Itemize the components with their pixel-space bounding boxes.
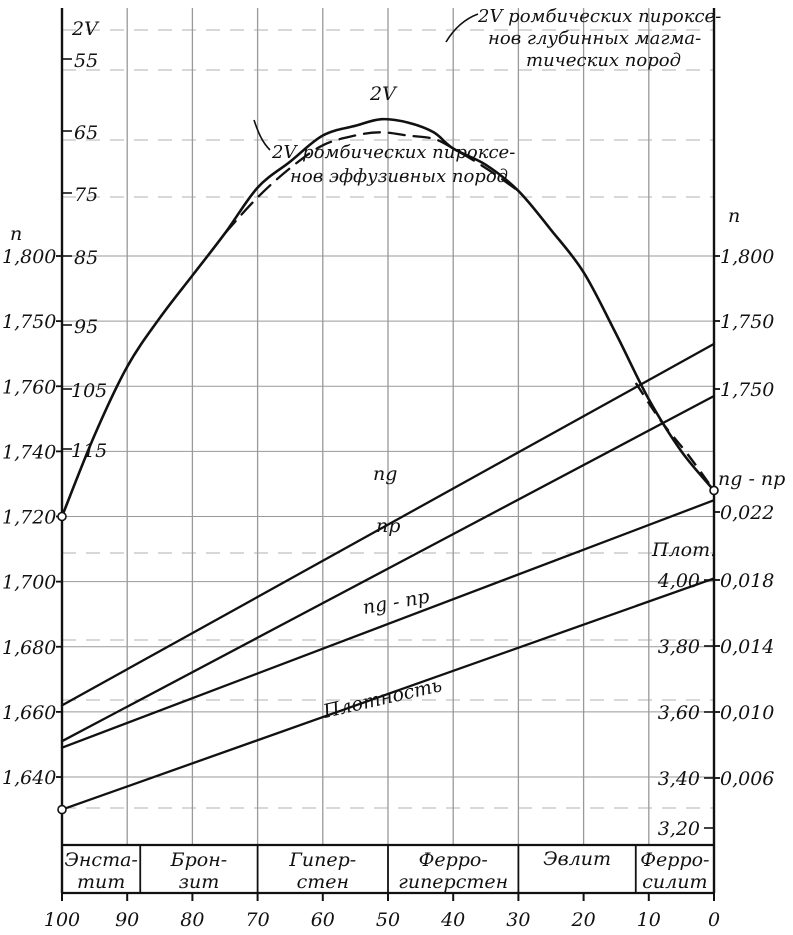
x-tick-label-10: 10 xyxy=(636,909,661,931)
left-2v-tick-label: 105 xyxy=(71,380,108,402)
series-endpoint-marker xyxy=(710,486,718,494)
zone-label-0: тит xyxy=(76,871,126,893)
x-tick-label-70: 70 xyxy=(245,909,270,931)
x-tick-label-50: 50 xyxy=(375,909,401,931)
right-density-tick-label: 3,60 xyxy=(657,702,700,724)
x-tick-label-0: 0 xyxy=(707,909,721,931)
right-n-tick-label: 1,750 xyxy=(720,311,775,333)
series-label-np: np xyxy=(376,515,401,537)
series-label-ng: ng xyxy=(373,463,398,485)
x-tick-label-100: 100 xyxy=(43,909,81,931)
left-n-tick-label: 1,740 xyxy=(2,441,57,464)
left-n-tick-label: 1,660 xyxy=(2,701,57,724)
left-n-tick-label: 1,750 xyxy=(2,311,57,334)
series-label-ng-np: ng - np xyxy=(361,585,432,619)
annotation-effusive-rocks-line2: нов эффузивных пород xyxy=(290,166,509,187)
right-n-tick-label: 1,800 xyxy=(720,246,775,268)
annotation-deep-rocks-line3: тических пород xyxy=(526,50,682,71)
x-tick-label-80: 80 xyxy=(180,909,205,931)
left-2v-tick-label: 85 xyxy=(74,247,99,269)
x-tick-label-40: 40 xyxy=(441,909,466,931)
right-density-tick-label: 3,40 xyxy=(657,768,700,790)
right-birefringence-tick-label: 0,010 xyxy=(720,702,775,724)
right-birefringence-axis-label: ng - np xyxy=(718,468,786,490)
left-n-tick-label: 1,800 xyxy=(2,246,57,268)
annotation-leader-deep xyxy=(446,14,478,42)
right-density-axis-label: Плот. xyxy=(652,539,717,561)
left-2v-tick-label: 65 xyxy=(74,122,99,144)
zone-label-1: зит xyxy=(178,871,220,893)
right-birefringence-tick-label: 0,006 xyxy=(720,768,775,790)
right-density-tick-label: 3,20 xyxy=(657,818,700,840)
left-n-tick-label: 1,680 xyxy=(2,636,57,659)
left-2v-tick-label: 95 xyxy=(74,316,99,338)
right-birefringence-tick-label: 0,022 xyxy=(720,502,775,524)
left-2v-tick-label: 55 xyxy=(74,50,99,72)
right-density-tick-label: 3,80 xyxy=(657,636,700,658)
left-n-tick-label: 1,700 xyxy=(2,571,57,594)
x-tick-label-60: 60 xyxy=(310,909,335,931)
x-tick-label-90: 90 xyxy=(115,909,140,931)
zone-label-4: Эвлит xyxy=(543,848,612,870)
right-n-tick-label: 1,750 xyxy=(720,379,775,401)
composition-zones xyxy=(64,845,709,893)
zone-label-2: стен xyxy=(296,871,350,893)
series-label-density: Плотность xyxy=(321,674,445,723)
zone-label-1: Брон- xyxy=(170,849,228,871)
annotation-effusive-rocks-line1: 2V ромбических пироксе- xyxy=(272,142,516,163)
left-n-tick-label: 1,640 xyxy=(2,767,57,789)
left-n-tick-label: 1,720 xyxy=(2,506,57,529)
left-n-tick-label: 1,760 xyxy=(2,376,57,399)
series-label-2v: 2V xyxy=(370,83,396,105)
right-n-axis-label: n xyxy=(728,205,741,227)
annotation-deep-rocks-line1: 2V ромбических пироксе- xyxy=(478,6,722,27)
x-tick-label-30: 30 xyxy=(506,909,531,931)
left-2v-tick-label: 115 xyxy=(71,440,108,462)
series-endpoint-marker xyxy=(58,806,66,814)
annotation-deep-rocks-line2: нов глубинных магма- xyxy=(488,28,702,49)
right-birefringence-tick-label: 0,018 xyxy=(720,570,775,592)
zone-label-0: Энста- xyxy=(64,849,138,871)
zone-label-5: Ферро- xyxy=(640,849,710,871)
x-tick-label-20: 20 xyxy=(571,909,596,931)
left-2v-axis-label: 2V xyxy=(72,18,98,40)
left-2v-tick-label: 75 xyxy=(74,184,99,206)
right-birefringence-tick-label: 0,014 xyxy=(720,636,775,658)
left-n-axis-label: n xyxy=(10,223,23,245)
zone-label-3: Ферро- xyxy=(418,849,488,871)
zone-label-5: силит xyxy=(642,871,708,893)
annotation-leader-effusive xyxy=(254,120,270,150)
grid xyxy=(62,8,717,845)
zone-label-3: гиперстен xyxy=(398,871,509,893)
series-endpoint-marker xyxy=(58,513,66,521)
right-density-tick-label: 4,00 xyxy=(657,570,700,592)
zone-label-2: Гипер- xyxy=(289,849,357,871)
